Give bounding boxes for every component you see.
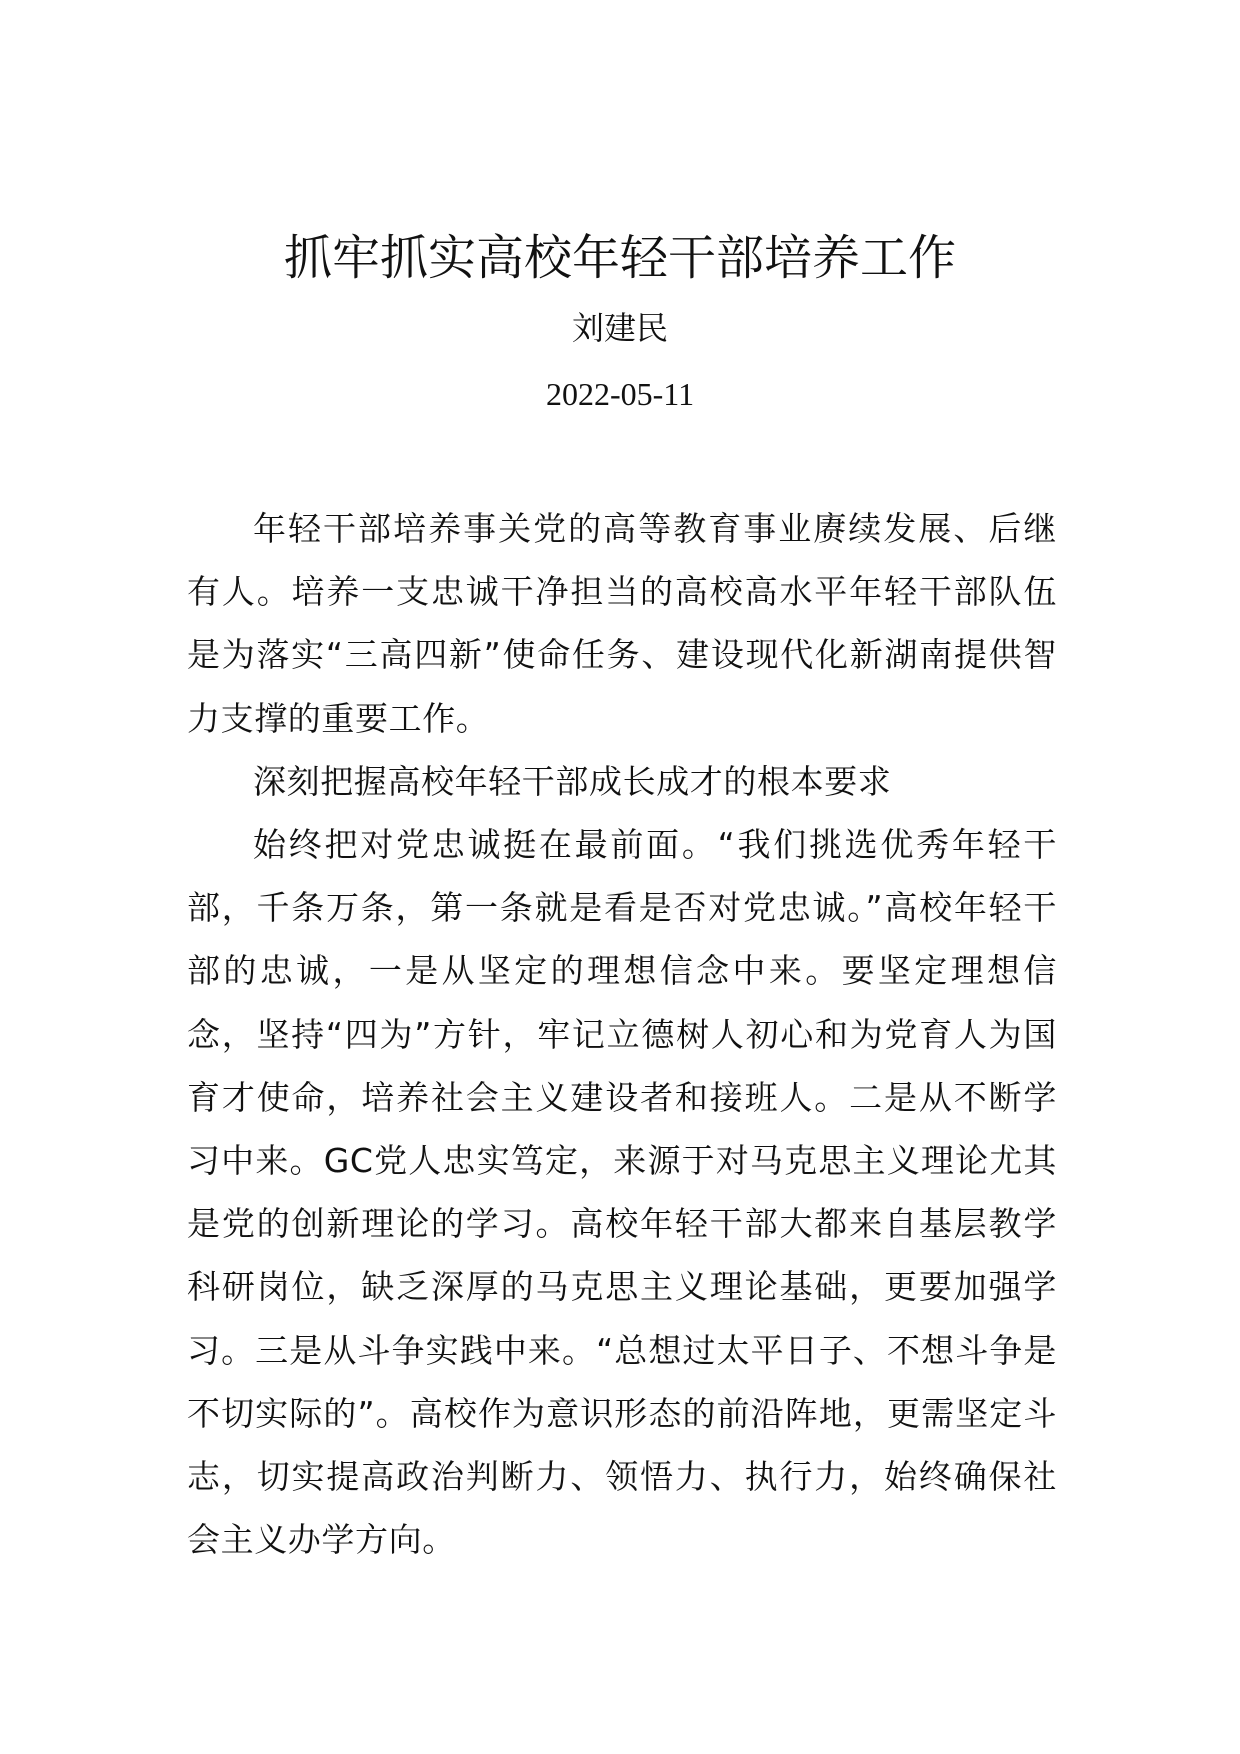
intro-paragraph: 年轻干部培养事关党的高等教育事业赓续发展、后继有人。培养一支忠诚干净担当的高校高水平年轻干部队伍是为落实“三高四新”使命任务、建设现代化新湖南提供智力支撑的重要工作。 bbox=[187, 509, 1057, 738]
document-title: 抓牢抓实高校年轻干部培养工作 bbox=[283, 230, 956, 286]
document-body bbox=[187, 497, 1057, 1571]
document-date: 2022-05-11 bbox=[545, 376, 695, 412]
section-heading: 深刻把握高校年轻干部成长成才的根本要求 bbox=[253, 761, 892, 801]
body-paragraph: 始终把对党忠诚挺在最前面。“我们挑选优秀年轻干部，千条万条，第一条就是看是否对党忠诚。”高校年轻干部的忠诚，一是从坚定的理想信念中来。要坚定理想信念，坚持“四为”方针，牢记立德树人初心和为党育人为国育才使命，培养社会主义建设者和接班人。二是从不断学习中来。GC党人忠实笃定，来源于对马克思主义理论尤其是党的创新理论的学习。高校年轻干部大都来自基层教学科研岗位，缺乏深厚的马克思主义理论基础，更要加强学习。三是从斗争实践中来。“总想过太平日子、不想斗争是不切实际的”。高校作为意识形态的前沿阵地，更需坚定斗志，切实提高政治判断力、领悟力、执行力，始终确保社会主义办学方向。 bbox=[187, 825, 1057, 1560]
document-author: 刘建民 bbox=[571, 309, 668, 347]
